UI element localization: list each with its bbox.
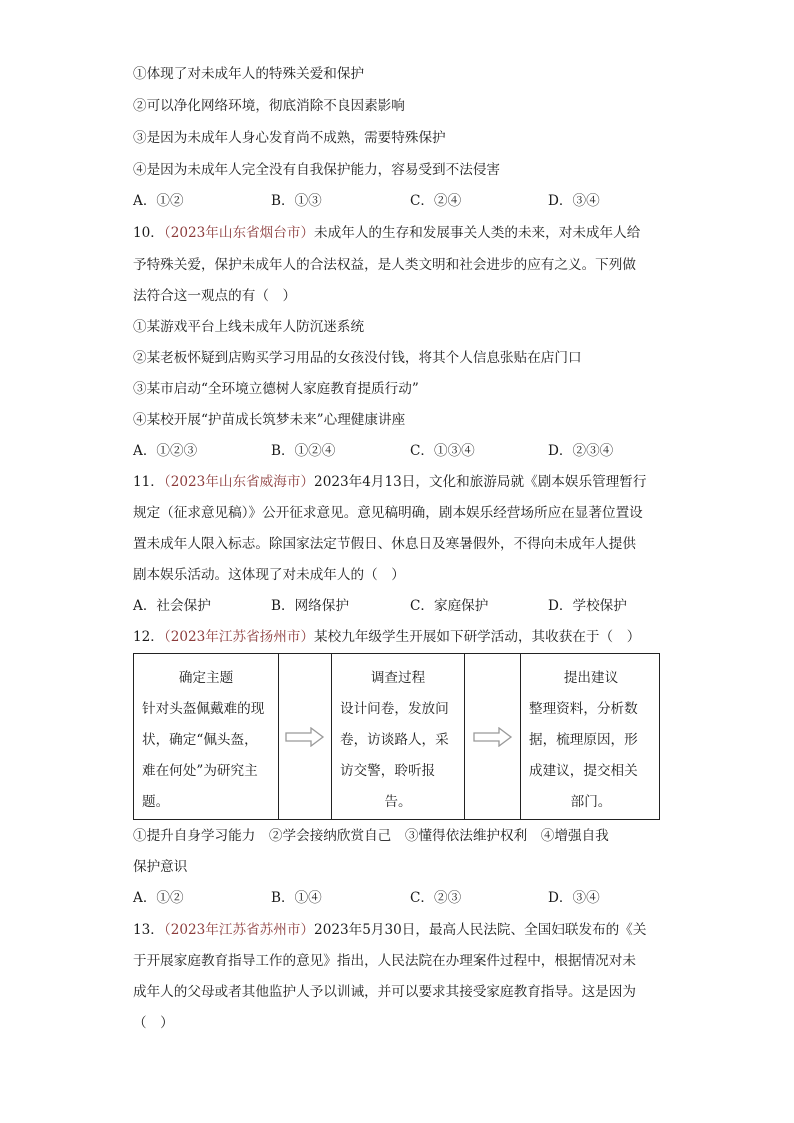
q12-stem	[133, 627, 640, 647]
q10-option-d: D．②③④	[548, 443, 614, 459]
flow-box-investigation-line: 卷，访谈路人，采	[340, 732, 449, 748]
q10-stem-text-1: 未成年人的生存和发展事关人类的未来，对未成年人给	[314, 225, 641, 241]
flow-box-suggestion-line: 成建议，提交相关	[529, 763, 638, 779]
q11-option-b: B．网络保护	[271, 598, 349, 614]
q9-statement-1: ①体现了对未成年人的特殊关爱和保护	[133, 66, 365, 82]
q11-stem-line-1	[133, 472, 646, 492]
q11-stem-line-3: 置未成年人限入标志。除国家法定节假日、休息日及寒暑假外，不得向未成年人提供	[133, 536, 636, 552]
q12-source: （2023年江苏省扬州市）	[163, 629, 315, 645]
q12-option-c: C．②③	[410, 890, 462, 906]
q9-statement-3: ③是因为未成年人身心发育尚不成熟，需要特殊保护	[133, 130, 446, 146]
q10-number: 10．	[133, 225, 164, 241]
q10-stem-line-2: 予特殊关爱，保护未成年人的合法权益，是人类文明和社会进步的应有之义。下列做	[133, 257, 636, 273]
q12-number: 12．	[133, 629, 164, 645]
flow-box-topic	[134, 654, 279, 819]
q11-option-d: D．学校保护	[548, 598, 627, 614]
q13-stem-line-1	[133, 920, 646, 940]
q13-source: （2023年江苏省苏州市）	[163, 922, 315, 938]
q12-choices-line-1: ①提升自身学习能力 ②学会接纳欣赏自己 ③懂得依法维护权利 ④增强自我	[133, 828, 609, 844]
flow-box-investigation-line: 设计问卷，发放问	[340, 701, 449, 717]
q11-option-a: A．社会保护	[133, 598, 211, 614]
q11-stem-text-1: 2023年4月13日，文化和旅游局就《剧本娱乐管理暂行	[314, 474, 647, 490]
flow-box-topic-line: 难在何处”为研究主	[142, 763, 258, 779]
q10-stem-line-3: 法符合这一观点的有（ ）	[133, 288, 297, 304]
q10-option-b: B．①②④	[271, 443, 336, 459]
q10-stem-line-1	[133, 223, 640, 243]
q9-option-b: B．①③	[271, 193, 322, 209]
q10-option-c: C．①③④	[410, 443, 475, 459]
q13-stem-line-2: 于开展家庭教育指导工作的意见》指出，人民法院在办理案件过程中，根据情况对未	[133, 953, 636, 969]
q13-stem-line-4: （ ）	[133, 1015, 174, 1031]
q10-options	[133, 441, 673, 461]
q9-statement-2: ②可以净化网络环境，彻底消除不良因素影响	[133, 98, 405, 114]
q9-option-c: C．②④	[410, 193, 462, 209]
q12-option-d: D．③④	[548, 890, 600, 906]
q9-options	[133, 191, 673, 211]
q10-statement-3: ③某市启动“全环境立德树人家庭教育提质行动”	[133, 381, 419, 397]
flow-box-investigation-line: 告。	[384, 794, 412, 810]
flow-box-suggestion-line: 整理资料，分析数	[529, 701, 638, 717]
q10-statement-1: ①某游戏平台上线未成年人防沉迷系统	[133, 319, 365, 335]
flow-box-topic-line: 题。	[142, 794, 170, 810]
research-flow-diagram	[133, 653, 660, 820]
right-arrow-icon	[473, 727, 513, 747]
flow-box-topic-line: 针对头盔佩戴难的现	[142, 701, 265, 717]
q12-choices-line-2: 保护意识	[133, 859, 188, 875]
flow-box-suggestion-title: 提出建议	[563, 670, 619, 686]
q12-option-a: A．①②	[133, 890, 184, 906]
q11-number: 11．	[133, 474, 164, 490]
flow-box-suggestion-line: 部门。	[570, 794, 612, 810]
q9-statement-4: ④是因为未成年人完全没有自我保护能力，容易受到不法侵害	[133, 162, 501, 178]
q10-statement-4: ④某校开展“护苗成长筑梦未来”心理健康讲座	[133, 412, 406, 428]
flow-box-suggestion-line: 据，梳理原因，形	[529, 732, 638, 748]
q10-option-a: A．①②③	[133, 443, 198, 459]
flow-box-investigation	[332, 654, 465, 819]
q9-option-a: A．①②	[133, 193, 184, 209]
flow-box-investigation-line: 访交警，聆听报	[340, 763, 436, 779]
q10-statement-2: ②某老板怀疑到店购买学习用品的女孩没付钱，将其个人信息张贴在店门口	[133, 350, 582, 366]
q11-options	[133, 596, 673, 616]
q11-option-c: C．家庭保护	[410, 598, 489, 614]
q11-stem-line-2: 规定（征求意见稿）》公开征求意见。意见稿明确，剧本娱乐经营场所应在显著位置设	[133, 505, 643, 521]
q11-source: （2023年山东省威海市）	[163, 474, 315, 490]
q9-option-d: D．③④	[548, 193, 600, 209]
right-arrow-icon	[285, 727, 325, 747]
q13-number: 13．	[133, 922, 164, 938]
q12-options	[133, 888, 673, 908]
flow-arrow-cell-2	[465, 654, 521, 819]
flow-box-investigation-title: 调查过程	[370, 670, 426, 686]
flow-arrow-cell-1	[279, 654, 332, 819]
q10-source: （2023年山东省烟台市）	[163, 225, 315, 241]
flow-box-topic-line: 状，确定“佩头盔，	[142, 732, 258, 748]
q13-stem-text-1: 2023年5月30日，最高人民法院、全国妇联发布的《关	[314, 922, 647, 938]
q11-stem-line-4: 剧本娱乐活动。这体现了对未成年人的（ ）	[133, 567, 405, 583]
q12-stem-text: 某校九年级学生开展如下研学活动，其收获在于（ ）	[314, 629, 641, 645]
flow-box-suggestion	[521, 654, 661, 819]
q13-stem-line-3: 成年人的父母或者其他监护人予以训诫，并可以要求其接受家庭教育指导。这是因为	[133, 984, 636, 1000]
flow-box-topic-title: 确定主题	[178, 670, 234, 686]
q12-option-b: B．①④	[271, 890, 322, 906]
